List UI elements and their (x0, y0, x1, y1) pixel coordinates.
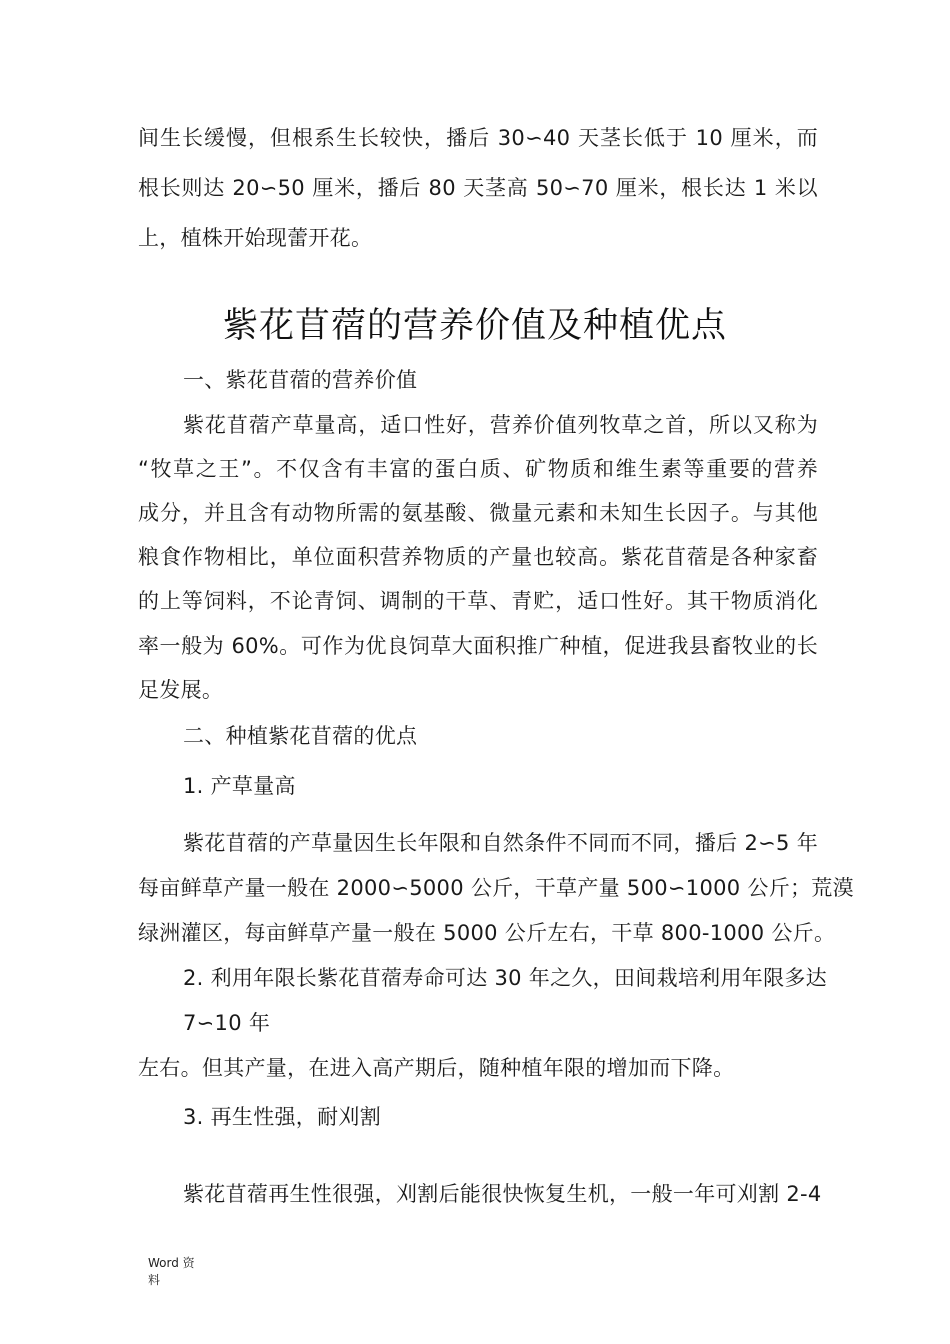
item1-line-2: 每亩鲜草产量一般在 2000∽5000 公斤，干草产量 500∽1000 公斤；荒漠 (138, 876, 854, 900)
section1-line-3: 成分，并且含有动物所需的氨基酸、微量元素和未知生长因子。与其他 (138, 501, 818, 525)
item1-heading: 1. 产草量高 (183, 774, 296, 798)
page-footer (148, 1255, 195, 1289)
item3-heading: 3. 再生性强，耐刈割 (183, 1105, 382, 1129)
section1-line-5: 的上等饲料，不论青饲、调制的干草、青贮，适口性好。其干物质消化 (138, 589, 818, 613)
section1-line-1: 紫花苜蓿产草量高，适口性好，营养价值列牧草之首，所以又称为 (183, 413, 818, 437)
item2-line-1: 2. 利用年限长紫花苜蓿寿命可达 30 年之久，田间栽培利用年限多达 (183, 966, 827, 990)
item1-line-3: 绿洲灌区，每亩鲜草产量一般在 5000 公斤左右，干草 800-1000 公斤。 (138, 921, 836, 945)
section1-line-2: “牧草之王”。不仅含有丰富的蛋白质、矿物质和维生素等重要的营养 (138, 457, 818, 481)
section2-heading: 二、种植紫花苜蓿的优点 (183, 724, 418, 748)
section1-heading: 一、紫花苜蓿的营养价值 (183, 368, 418, 392)
item2-line-3: 左右。但其产量，在进入高产期后，随种植年限的增加而下降。 (138, 1056, 735, 1080)
section1-line-6: 率一般为 60%。可作为优良饲草大面积推广种植，促进我县畜牧业的长 (138, 634, 818, 658)
item2-line-2: 7∽10 年 (183, 1011, 271, 1035)
item3-line-1: 紫花苜蓿再生性很强，刈割后能很快恢复生机，一般一年可刈割 2-4 (183, 1182, 822, 1206)
page-title: 紫花苜蓿的营养价值及种植优点 (222, 306, 727, 346)
intro-line-3: 上，植株开始现蕾开花。 (138, 226, 373, 250)
section1-line-4: 粮食作物相比，单位面积营养物质的产量也较高。紫花苜蓿是各种家畜 (138, 545, 818, 569)
footer-line-1: Word 资 (148, 1256, 195, 1270)
footer-line-2: 料 (148, 1273, 161, 1287)
intro-line-2: 根长则达 20∽50 厘米，播后 80 天茎高 50∽70 厘米，根长达 1 米以 (138, 176, 818, 200)
item1-line-1: 紫花苜蓿的产草量因生长年限和自然条件不同而不同，播后 2∽5 年 (183, 831, 818, 855)
section1-line-7: 足发展。 (138, 678, 224, 702)
intro-line-1: 间生长缓慢，但根系生长较快，播后 30∽40 天茎长低于 10 厘米，而 (138, 126, 818, 150)
